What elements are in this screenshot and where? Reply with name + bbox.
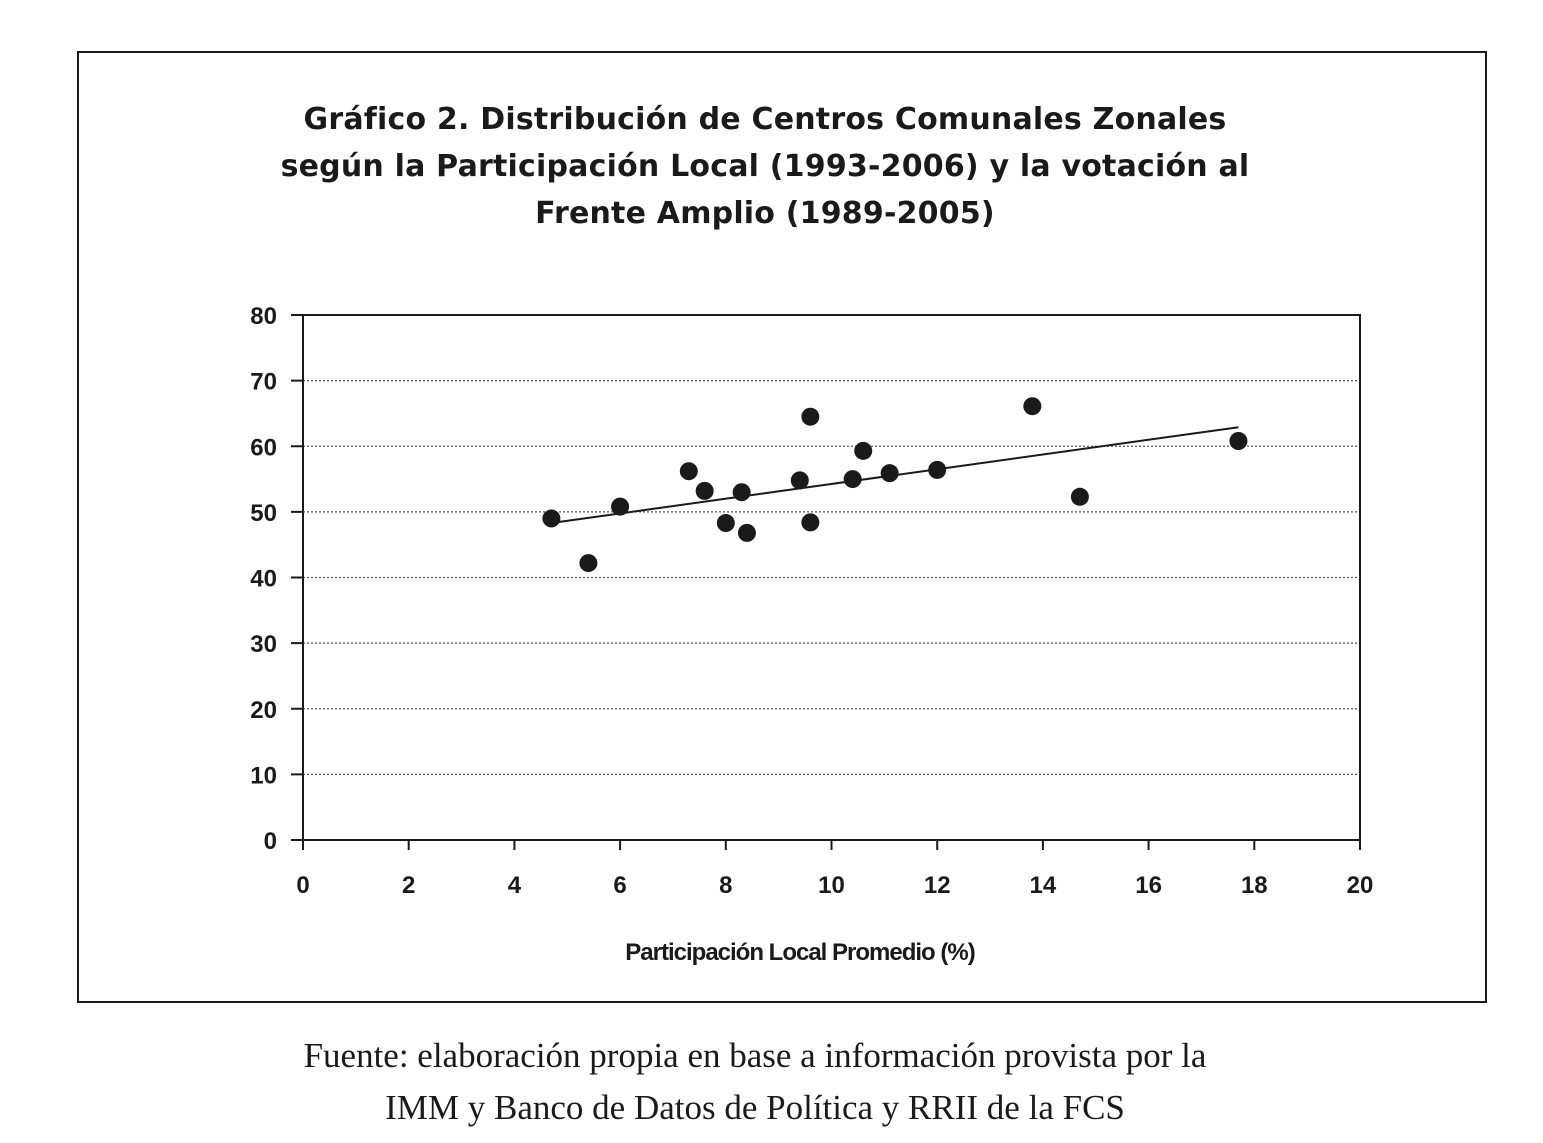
x-tick-label-18: 18 <box>1240 872 1268 899</box>
y-tick-label-0: 0 <box>263 828 277 855</box>
data-point-15 <box>928 461 946 479</box>
data-point-13 <box>854 442 872 460</box>
x-tick-label-0: 0 <box>296 872 310 899</box>
x-tick-label-20: 20 <box>1346 872 1374 899</box>
x-tick-label-16: 16 <box>1135 872 1162 899</box>
chart-title-line-3: Frente Amplio (1989-2005) <box>535 196 995 231</box>
data-point-7 <box>733 483 751 501</box>
data-point-5 <box>696 482 714 500</box>
x-tick-label-10: 10 <box>818 872 845 899</box>
chart-title-line-1: Gráfico 2. Distribución de Centros Comunales Zonales <box>303 102 1227 137</box>
source-line-1: Fuente: elaboración propia en base a información provista por la <box>303 1036 1207 1075</box>
data-point-12 <box>844 470 862 488</box>
y-tick-label-60: 60 <box>250 434 277 462</box>
x-tick-label-6: 6 <box>613 872 627 899</box>
data-point-2 <box>579 554 597 572</box>
y-tick-label-30: 30 <box>250 631 277 659</box>
y-tick-label-50: 50 <box>250 499 277 527</box>
chart-title-line-2: según la Participación Local (1993-2006) y la votación al <box>280 149 1250 184</box>
y-tick-label-20: 20 <box>250 696 277 724</box>
data-point-9 <box>791 471 809 489</box>
y-tick-label-40: 40 <box>250 565 277 593</box>
x-tick-label-8: 8 <box>719 872 733 899</box>
data-point-17 <box>1071 488 1089 506</box>
x-tick-label-14: 14 <box>1029 872 1057 899</box>
x-tick-label-4: 4 <box>507 872 522 899</box>
gridlines <box>303 381 1360 775</box>
data-point-18 <box>1229 432 1247 450</box>
x-tick-label-2: 2 <box>402 872 416 899</box>
data-points <box>542 397 1247 572</box>
data-point-1 <box>542 509 560 527</box>
y-axis-ticks <box>250 303 303 855</box>
data-point-14 <box>881 464 899 482</box>
x-tick-label-12: 12 <box>923 872 951 899</box>
y-tick-label-10: 10 <box>250 762 277 790</box>
data-point-4 <box>680 462 698 480</box>
source-line-2: IMM y Banco de Datos de Política y RRII de la FCS <box>385 1088 1125 1127</box>
data-point-8 <box>738 524 756 542</box>
y-tick-label-70: 70 <box>250 368 277 396</box>
data-point-11 <box>801 513 819 531</box>
x-axis-label: Participación Local Promedio (%) <box>625 939 975 966</box>
x-axis-ticks <box>296 840 1373 899</box>
y-tick-label-80: 80 <box>250 303 277 330</box>
data-point-16 <box>1023 397 1041 415</box>
data-point-10 <box>801 408 819 426</box>
data-point-6 <box>717 514 735 532</box>
data-point-3 <box>611 498 629 516</box>
source-note <box>150 1030 1360 1134</box>
